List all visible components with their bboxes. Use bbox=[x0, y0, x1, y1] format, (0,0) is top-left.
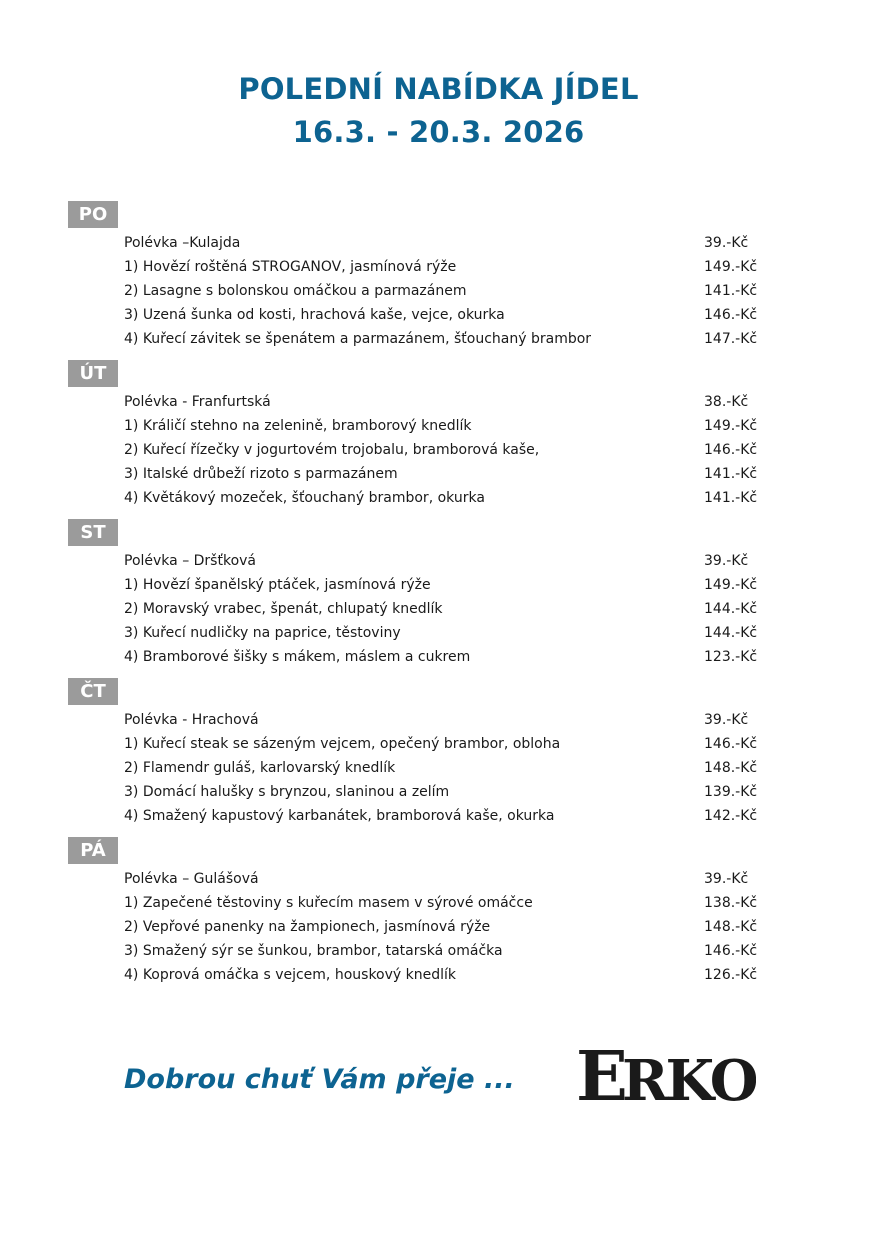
dish-name: Polévka - Hrachová bbox=[124, 712, 259, 728]
date-range: 16.3. - 20.3. 2026 bbox=[292, 115, 585, 149]
dish-name: 2) Flamendr guláš, karlovarský knedlík bbox=[124, 760, 396, 776]
dish-price: 146.-Kč bbox=[704, 736, 758, 752]
dish-row bbox=[124, 780, 764, 804]
dish-price: 141.-Kč bbox=[704, 283, 758, 299]
dish-name: 4) Kuřecí závitek se špenátem a parmazánem, šťouchaný brambor bbox=[124, 331, 592, 347]
dish-row bbox=[124, 438, 764, 462]
dish-price: 141.-Kč bbox=[704, 490, 758, 506]
dish-name: 2) Moravský vrabec, špenát, chlupatý knedlík bbox=[124, 601, 443, 617]
dish-row bbox=[124, 279, 764, 303]
dish-name: 1) Hovězí roštěná STROGANOV, jasmínová rýže bbox=[124, 259, 457, 275]
dish-row bbox=[124, 891, 764, 915]
day-badge: PÁ bbox=[68, 837, 118, 864]
day-badge: ČT bbox=[68, 678, 118, 705]
dish-price: 139.-Kč bbox=[704, 784, 758, 800]
dish-row bbox=[124, 573, 764, 597]
soup-row bbox=[124, 708, 764, 732]
dish-name: 2) Vepřové panenky na žampionech, jasmínová rýže bbox=[124, 919, 491, 935]
dish-price: 146.-Kč bbox=[704, 442, 758, 458]
dish-price: 142.-Kč bbox=[704, 808, 758, 824]
dish-name: 3) Italské drůbeží rizoto s parmazánem bbox=[124, 466, 398, 482]
dish-row bbox=[124, 963, 764, 987]
logo-letter-e: E bbox=[576, 1040, 628, 1106]
dish-price: 123.-Kč bbox=[704, 649, 758, 665]
soup-row bbox=[124, 390, 764, 414]
dish-row bbox=[124, 303, 764, 327]
dish-price: 39.-Kč bbox=[704, 871, 749, 887]
day-badge: ST bbox=[68, 519, 118, 546]
soup-row bbox=[124, 231, 764, 255]
erko-logo bbox=[576, 1040, 756, 1106]
greeting-text: Dobrou chuť Vám přeje ... bbox=[124, 1064, 515, 1095]
dish-price: 149.-Kč bbox=[704, 259, 758, 275]
dish-price: 39.-Kč bbox=[704, 712, 749, 728]
dish-name: 3) Domácí halušky s brynzou, slaninou a zelím bbox=[124, 784, 450, 800]
dish-row bbox=[124, 645, 764, 669]
day-badge: ÚT bbox=[68, 360, 118, 387]
dish-name: 2) Kuřecí řízečky v jogurtovém trojobalu, bramborová kaše, bbox=[124, 442, 540, 458]
dish-row bbox=[124, 804, 764, 828]
dish-name: Polévka - Franfurtská bbox=[124, 394, 271, 410]
dish-price: 148.-Kč bbox=[704, 760, 758, 776]
dish-name: 3) Uzená šunka od kosti, hrachová kaše, vejce, okurka bbox=[124, 307, 505, 323]
dish-name: 3) Smažený sýr se šunkou, brambor, tatarská omáčka bbox=[124, 943, 503, 959]
dish-price: 149.-Kč bbox=[704, 418, 758, 434]
dish-name: Polévka – Dršťková bbox=[124, 553, 256, 569]
dish-name: 1) Králičí stehno na zelenině, bramborový knedlík bbox=[124, 418, 472, 434]
dish-row bbox=[124, 756, 764, 780]
dish-row bbox=[124, 255, 764, 279]
dish-price: 144.-Kč bbox=[704, 625, 758, 641]
dish-name: 1) Zapečené těstoviny s kuřecím masem v sýrové omáčce bbox=[124, 895, 533, 911]
dish-row bbox=[124, 327, 764, 351]
dish-name: 4) Smažený kapustový karbanátek, bramborová kaše, okurka bbox=[124, 808, 555, 824]
dish-row bbox=[124, 486, 764, 510]
dish-price: 38.-Kč bbox=[704, 394, 749, 410]
dish-name: 3) Kuřecí nudličky na paprice, těstoviny bbox=[124, 625, 401, 641]
dish-price: 147.-Kč bbox=[704, 331, 758, 347]
day-badge: PO bbox=[68, 201, 118, 228]
dish-price: 39.-Kč bbox=[704, 235, 749, 251]
dish-row bbox=[124, 462, 764, 486]
dish-price: 39.-Kč bbox=[704, 553, 749, 569]
page-title: POLEDNÍ NABÍDKA JÍDEL bbox=[238, 72, 639, 106]
dish-name: Polévka – Gulášová bbox=[124, 871, 259, 887]
dish-row bbox=[124, 414, 764, 438]
soup-row bbox=[124, 549, 764, 573]
dish-name: 4) Koprová omáčka s vejcem, houskový knedlík bbox=[124, 967, 457, 983]
dish-name: 1) Kuřecí steak se sázeným vejcem, opečený brambor, obloha bbox=[124, 736, 561, 752]
dish-row bbox=[124, 621, 764, 645]
dish-name: 4) Květákový mozeček, šťouchaný brambor, okurka bbox=[124, 490, 485, 506]
dish-price: 141.-Kč bbox=[704, 466, 758, 482]
dish-price: 126.-Kč bbox=[704, 967, 758, 983]
soup-row bbox=[124, 867, 764, 891]
dish-price: 148.-Kč bbox=[704, 919, 758, 935]
dish-price: 146.-Kč bbox=[704, 307, 758, 323]
logo-letters-rko: RKO bbox=[622, 1048, 756, 1106]
dish-name: 2) Lasagne s bolonskou omáčkou a parmazánem bbox=[124, 283, 467, 299]
dish-price: 149.-Kč bbox=[704, 577, 758, 593]
dish-row bbox=[124, 732, 764, 756]
dish-row bbox=[124, 915, 764, 939]
dish-row bbox=[124, 939, 764, 963]
dish-name: 1) Hovězí španělský ptáček, jasmínová rýže bbox=[124, 577, 431, 593]
dish-name: 4) Bramborové šišky s mákem, máslem a cukrem bbox=[124, 649, 471, 665]
dish-row bbox=[124, 597, 764, 621]
dish-name: Polévka –Kulajda bbox=[124, 235, 241, 251]
dish-price: 144.-Kč bbox=[704, 601, 758, 617]
dish-price: 146.-Kč bbox=[704, 943, 758, 959]
dish-price: 138.-Kč bbox=[704, 895, 758, 911]
